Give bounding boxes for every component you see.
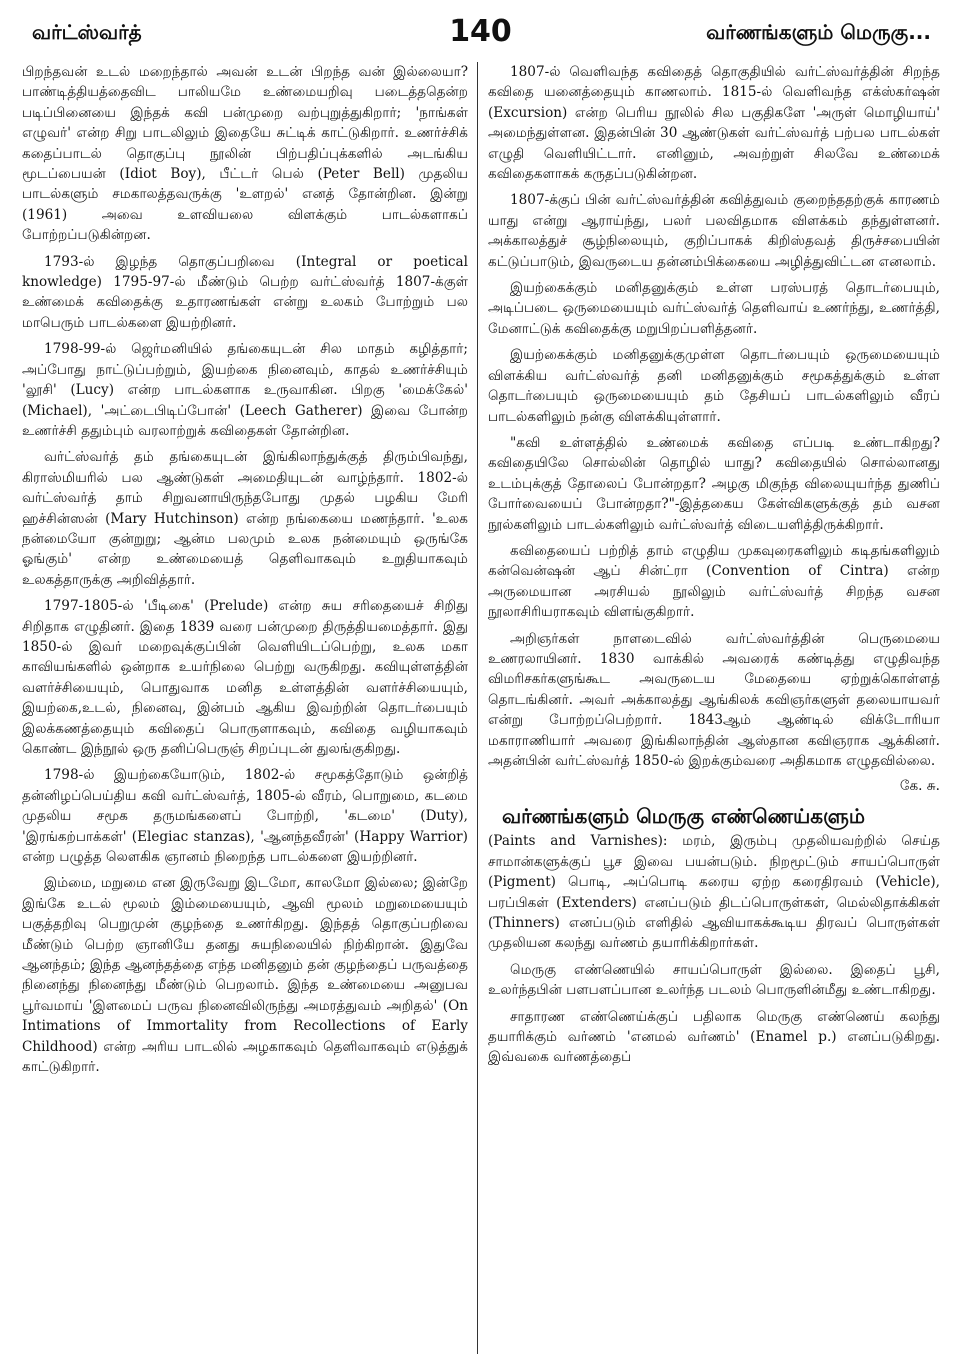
running-head-right: வர்ணங்களும் மெருகு... <box>706 20 931 44</box>
paragraph: 1798-ல் இயற்கையோடும், 1802-ல் சமூகத்தோடும் ஒன்றித் தன்னிழப்பெய்திய கவி வர்ட்ஸ்வர்த், 1805-ல் வீரம், பொறுமை, கடமை முதலிய சமூக தருமங்களைப் போற்றி, 'கடமை' (Duty), 'இரங்கற்பாக்கள்' (Elegiac stanzas), 'ஆனந்தவீரன்' (Happy Warrior) என்ற பழுத்த லௌகிக ஞானம் நிறைந்த பாடல்களை இயற்றினர். <box>22 767 468 866</box>
column-divider <box>477 62 478 1354</box>
paragraph: இயற்கைக்கும் மனிதனுக்குமுள்ள தொடர்பையும் ஒருமையையும் விளக்கிய வர்ட்ஸ்வர்த் தனி மனிதனுக்கும் சமூகத்துக்கும் உள்ள தொடர்பையும் ஒருமையையும் தம் தேசியப் பாடல்களிலும் வீரப் பாடல்களிலும் நன்கு விளக்கியுள்ளார். <box>488 347 940 425</box>
paragraph: சாதாரண எண்ணெய்க்குப் பதிலாக மெருகு எண்ணெய் கலந்து தயாரிக்கும் வர்ணம் 'எனமல் வர்ணம்' (Enamel p.) எனப்படுகிறது. இவ்வகை வர்ணத்தைப் <box>488 1008 940 1066</box>
paragraph: 1807-க்குப் பின் வர்ட்ஸ்வர்த்தின் கவித்துவம் குறைந்ததற்குக் காரணம் யாது என்று ஆராய்ந்து, பலர் பலவிதமாக விளக்கம் தந்துள்ளனர். அக்காலத்துச் சூழ்நிலையும், குறிப்பாகக் கிறிஸ்தவத் திருச்சபையின் கட்டுப்பாடும், இவருடைய தன்னம்பிக்கையை அழித்துவிட்டன எனலாம். <box>488 192 940 270</box>
paragraph: 1807-ல் வெளிவந்த கவிதைத் தொகுதியில் வர்ட்ஸ்வர்த்தின் சிறந்த கவிதை யனைத்தையும் காணலாம். 1815-ல் வெளிவந்த எக்ஸ்கர்ஷன் (Excursion) என்ற பெரிய நூலில் சில பகுதிகளே 'அருள் மொழியாய்' அமைந்துள்ளன. இதன்பின் 30 ஆண்டுகள் வர்ட்ஸ்வர்த் பற்பல பாடல்கள் எழுதி வெளியிட்டார். எனினும், அவற்றுள் சிலவே உண்மைக் கவிதைகளாகக் கருதப்படுகின்றன. <box>488 64 940 183</box>
paragraph: மெருகு எண்ணெயில் சாயப்பொருள் இல்லை. இதைப் பூசி, உலர்ந்தபின் பளபளப்பான உலர்ந்த படலம் பொருளின்மீது உண்டாகிறது. <box>488 961 940 999</box>
paragraph: பிறந்தவன் உடல் மறைந்தால் அவன் உடன் பிறந்த வன் இல்லையா? பாண்டித்தியத்தைவிட பாலியமே உண்மையறிவு படைத்ததென்ற படிப்பினையை இந்தக் கவி பன்முறை வற்புறுத்துகிறார்; 'நாங்கள் எழுவர்' என்ற சிறு பாடலிலும் இதையே சுட்டிக் காட்டுகிறார். உணர்ச்சிக் கதைப்பாடல் தொகுப்பு நூலின் பிற்பதிப்புக்களில் அடங்கிய மூடப்பையன் (Idiot Boy), பீட்டர் பெல் (Peter Bell) முதலிய பாடல்களும் சமகாலத்தவருக்கு 'உளறல்' எனத் தோன்றின. இன்று (1961) அவை உளவியலை விளக்கும் பாடல்களாகப் போற்றப்படுகின்றன. <box>22 64 468 244</box>
running-head-left: வர்ட்ஸ்வர்த் <box>32 20 142 44</box>
paragraph: (Paints and Varnishes): மரம், இரும்பு முதலியவற்றில் செய்த சாமான்களுக்குப் பூச இவை பயன்படும். நிறமூட்டும் சாயப்பொருள் (Pigment) பொடி, அப்பொடி கரைய ஏற்ற கரைதிரவம் (Vehicle), பரப்பிகள் (Extenders) எனப்படும் திடப்பொருள்கள், மெல்லிதாக்கிகள் (Thinners) எனப்படும் எளிதில் ஆவியாகக்கூடிய திரவப் பொருள்கள் முதலியன கலந்து வர்ணம் தயாரிக்கிறார்கள். <box>488 833 940 952</box>
text-columns <box>22 62 943 1360</box>
author-initials: கே. சு. <box>899 778 940 795</box>
entry-heading: வர்ணங்களும் மெருகு எண்ணெய்களும் <box>502 804 865 829</box>
paragraph: "கவி உள்ளத்தில் உண்மைக் கவிதை எப்படி உண்டாகிறது? கவிதையிலே சொல்லின் தொழில் யாது? கவிதையில் சொல்லானது உடம்புக்குத் தோலைப் போன்றதா? அழகு மிகுந்த விலையுயர்ந்த துணிப் போர்வையைப் போன்றதா?"-இத்தகைய கேள்விகளுக்குத் தம் வசன நூல்களிலும் பாடல்களிலும் வர்ட்ஸ்வர்த் விடையளித்திருக்கிறார். <box>488 434 940 533</box>
paragraph: 1797-1805-ல் 'பீடிகை' (Prelude) என்ற சுய சரிதையைச் சிறிது சிறிதாக எழுதினர். இதை 1839 வரை பன்முறை திருத்தியமைத்தார். இது 1850-ல் இவர் மறைவுக்குப்பின் வெளியிடப்பெற்று, உலக மகா காவியங்களில் ஒன்றாக உயர்நிலை பெற்று வருகிறது. கவியுள்ளத்தின் வளர்ச்சியையும், பொதுவாக மனித உள்ளத்தின் வளர்ச்சியையும், இயற்கை,உடல், நினைவு, இன்பம் ஆகிய இவற்றின் தொடர்பையும் இலக்கணத்தையும் கவிதைப் பொருளாகவும், கவிதை வழியாகவும் கொண்ட இந்நூல் ஒரு தனிப்பெருஞ் சிறப்புடன் துலங்குகிறது. <box>22 598 468 757</box>
paragraph: இயற்கைக்கும் மனிதனுக்கும் உள்ள பரஸ்பரத் தொடர்பையும், அடிப்படை ஒருமையையும் வர்ட்ஸ்வர்த் தெளிவாய் உணர்ந்து, உணர்த்தி, மேனாட்டுக் கவிதைக்கு மறுபிறப்பளித்தனர். <box>488 280 940 337</box>
page-number: 140 <box>449 14 512 49</box>
paragraph: அறிஞர்கள் நாளடைவில் வர்ட்ஸ்வர்த்தின் பெருமையை உணரலாயினர். 1830 வாக்கில் அவரைக் கண்டித்து எழுதிவந்த விமரிசகர்களுங்கூட அவருடைய மேதையை ஏற்றுக்கொள்ளத் தொடங்கினர். அவர் அக்காலத்து ஆங்கிலக் கவிஞர்களுள் தலையாயவர் என்று போற்றப்பெற்றார். 1843ஆம் ஆண்டில் விக்டோரியா மகாராணியார் அவரை இங்கிலாந்தின் ஆஸ்தான கவிஞராக ஆக்கினர். அதன்பின் வர்ட்ஸ்வர்த் 1850-ல் இறக்கும்வரை அதிகமாக எழுதவில்லை. <box>488 630 940 769</box>
page-header <box>22 14 939 54</box>
paragraph: கவிதையைப் பற்றித் தாம் எழுதிய முகவுரைகளிலும் கடிதங்களிலும் கன்வென்ஷன் ஆப் சின்ட்ரா (Convention of Cintra) என்ற அருமையான அரசியல் நூலிலும் வர்ட்ஸ்வர்த் சிறந்த வசன நூலாசிரியராகவும் விளங்குகிறார். <box>488 542 940 621</box>
right-column <box>488 62 940 1360</box>
left-column <box>22 62 468 1360</box>
paragraph: இம்மை, மறுமை என இருவேறு இடமோ, காலமோ இல்லை; இன்றே இங்கே உடல் மூலம் இம்மையையும், ஆவி மூலம் மறுமையையும் பகுத்தறிவு பெறுமுன் குழந்தை உணர்கிறது. இந்தத் தொகுப்பறிவை மீண்டும் பெற்ற ஞானியே தனது சுயநிலையில் நிற்கிறான். இதுவே ஆனந்தம்; இந்த ஆனந்தத்தை எந்த மனிதனும் தன் குழந்தைப் பருவத்தை நினைந்து நினைந்து மீண்டும் பெறலாம். இந்த உண்மையை அனுபவ பூர்வமாய் 'இளமைப் பருவ நினைவிலிருந்து அமரத்துவம் அறிதல்' (On Intimations of Immortality from Recollections of Early Childhood) என்ற அரிய பாடலில் அழகாகவும் தெளிவாகவும் எடுத்துக் காட்டுகிறார். <box>22 875 468 1076</box>
paragraph: 1798-99-ல் ஜெர்மனியில் தங்கையுடன் சில மாதம் கழித்தார்; அப்போது நாட்டுப்பற்றும், இயற்கை நினைவும், காதல் உணர்ச்சியும் 'லூசி' (Lucy) என்ற பாடல்களாக உருவாகின. பிறகு 'மைக்கேல்' (Michael), 'அட்டைபிடிப்போன்' (Leech Gatherer) இவை போன்ற உணர்ச்சி ததும்பும் வரலாற்றுக் கவிதைகள் தோன்றின. <box>22 341 468 439</box>
paragraph: வர்ட்ஸ்வர்த் தம் தங்கையுடன் இங்கிலாந்துக்குத் திரும்பிவந்து, கிராஸ்மியரில் பல ஆண்டுகள் அமைதியுடன் வாழ்ந்தார். 1802-ல் வர்ட்ஸ்வர்த் தாம் சிறுவனாயிருந்தபோது முதல் பழகிய மேரி ஹச்சின்ஸன் (Mary Hutchinson) என்ற நங்கையை மணந்தார். 'உலக நன்மையோ குன்றுறு; ஆன்ம பலமும் உலக நன்மையும் ஒருங்கே ஓங்கும்' என்ற உண்மையைத் தெளிவாகவும் உறுதியாகவும் உலகத்தாருக்கு அறிவித்தார். <box>22 449 468 588</box>
paragraph: 1793-ல் இழந்த தொகுப்பறிவை (Integral or poetical knowledge) 1795-97-ல் மீண்டும் பெற்ற வர்ட்ஸ்வர்த் 1807-க்குள் உண்மைக் கவிதைக்கு உதாரணங்கள் என்று உலகம் போற்றும் பல மாபெரும் பாடல்களை இயற்றினர். <box>22 253 468 331</box>
